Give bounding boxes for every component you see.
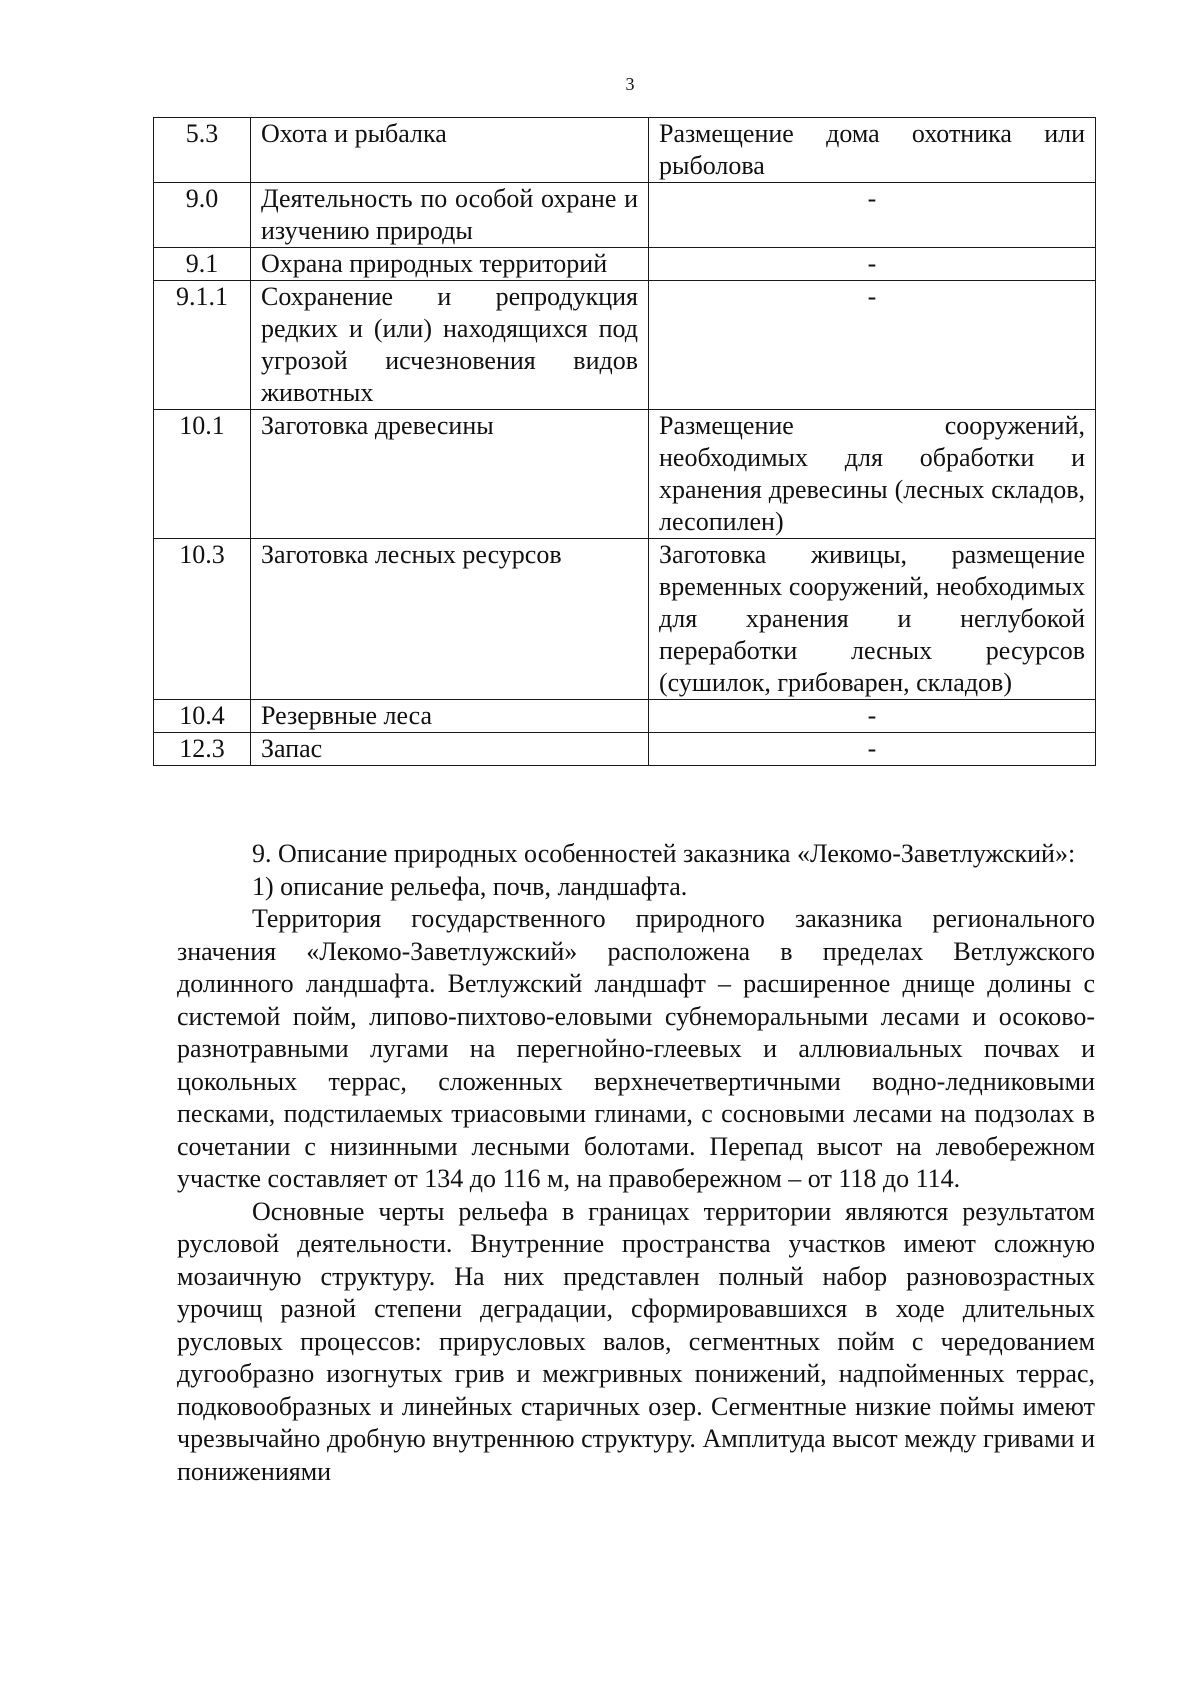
page-number: 3 — [625, 74, 635, 94]
table-row — [154, 733, 1096, 766]
activity-code: 9.1 — [154, 248, 251, 281]
section-text — [177, 838, 1095, 1488]
activity-note: - — [649, 733, 1096, 766]
table-row — [154, 410, 1096, 539]
activity-note: - — [649, 700, 1096, 733]
activity-name: Охота и рыбалка — [251, 118, 649, 183]
activity-name: Сохранение и репродукция редких и (или) находящихся под угрозой исчезновения видов животных — [251, 281, 649, 410]
land-use-table — [153, 117, 1096, 766]
table-row — [154, 700, 1096, 733]
activity-name: Заготовка древесины — [251, 410, 649, 539]
activity-name: Деятельность по особой охране и изучению природы — [251, 183, 649, 248]
activity-note: - — [649, 183, 1096, 248]
activity-code: 10.4 — [154, 700, 251, 733]
body-paragraph: Территория государственного природного заказника регионального значения «Лекомо-Заветлужский» расположена в пределах Ветлужского долинного ландшафта. Ветлужский ландшафт – расширенное днище долины с системой пойм, липово-пихтово-еловыми субнеморальными лесами и осоково-разнотравными лугами на перегнойно-глеевых и аллювиальных почвах и цокольных террас, сложенных верхнечетвертичными водно-ледниковыми песками, подстилаемых триасовыми глинами, с сосновыми лесами на подзолах в сочетании с низинными лесными болотами. Перепад высот на левобережном участке составляет от 134 до 116 м, на правобережном – от 118 до 114. — [177, 904, 1095, 1193]
activity-note: - — [649, 248, 1096, 281]
activity-note: - — [649, 281, 1096, 410]
table-row — [154, 183, 1096, 248]
section-subheading: 1) описание рельефа, почв, ландшафта. — [252, 871, 688, 901]
table-row — [154, 248, 1096, 281]
table-row — [154, 539, 1096, 700]
table-row — [154, 281, 1096, 410]
activity-note: Размещение сооружений, необходимых для обработки и хранения древесины (лесных складов, лесопилен) — [649, 410, 1096, 539]
activity-note: Заготовка живицы, размещение временных сооружений, необходимых для хранения и неглубокой переработки лесных ресурсов (сушилок, грибоварен, складов) — [649, 539, 1096, 700]
activity-name: Запас — [251, 733, 649, 766]
activity-note: Размещение дома охотника или рыболова — [649, 118, 1096, 183]
section-heading: 9. Описание природных особенностей заказника «Лекомо-Заветлужский»: — [252, 839, 1076, 868]
activity-name: Резервные леса — [251, 700, 649, 733]
activity-code: 9.0 — [154, 183, 251, 248]
activity-code: 10.3 — [154, 539, 251, 700]
activity-code: 5.3 — [154, 118, 251, 183]
activity-code: 12.3 — [154, 733, 251, 766]
activity-code: 9.1.1 — [154, 281, 251, 410]
body-paragraph: Основные черты рельефа в границах территории являются результатом русловой деятельности. Внутренние пространства участков имеют сложную мозаичную структуру. На них представлен полный набор разновозрастных урочищ разной степени деградации, сформировавшихся в ходе длительных русловых процессов: прирусловых валов, сегментных пойм с чередованием дугообразно изогнутых грив и межгривных понижений, надпойменных террас, подковообразных и линейных старичных озер. Сегментные низкие поймы имеют чрезвычайно дробную внутреннюю структуру. Амплитуда высот между гривами и понижениями — [177, 1196, 1095, 1486]
table-row — [154, 118, 1096, 183]
activity-name: Заготовка лесных ресурсов — [251, 539, 649, 700]
activity-code: 10.1 — [154, 410, 251, 539]
activity-name: Охрана природных территорий — [251, 248, 649, 281]
